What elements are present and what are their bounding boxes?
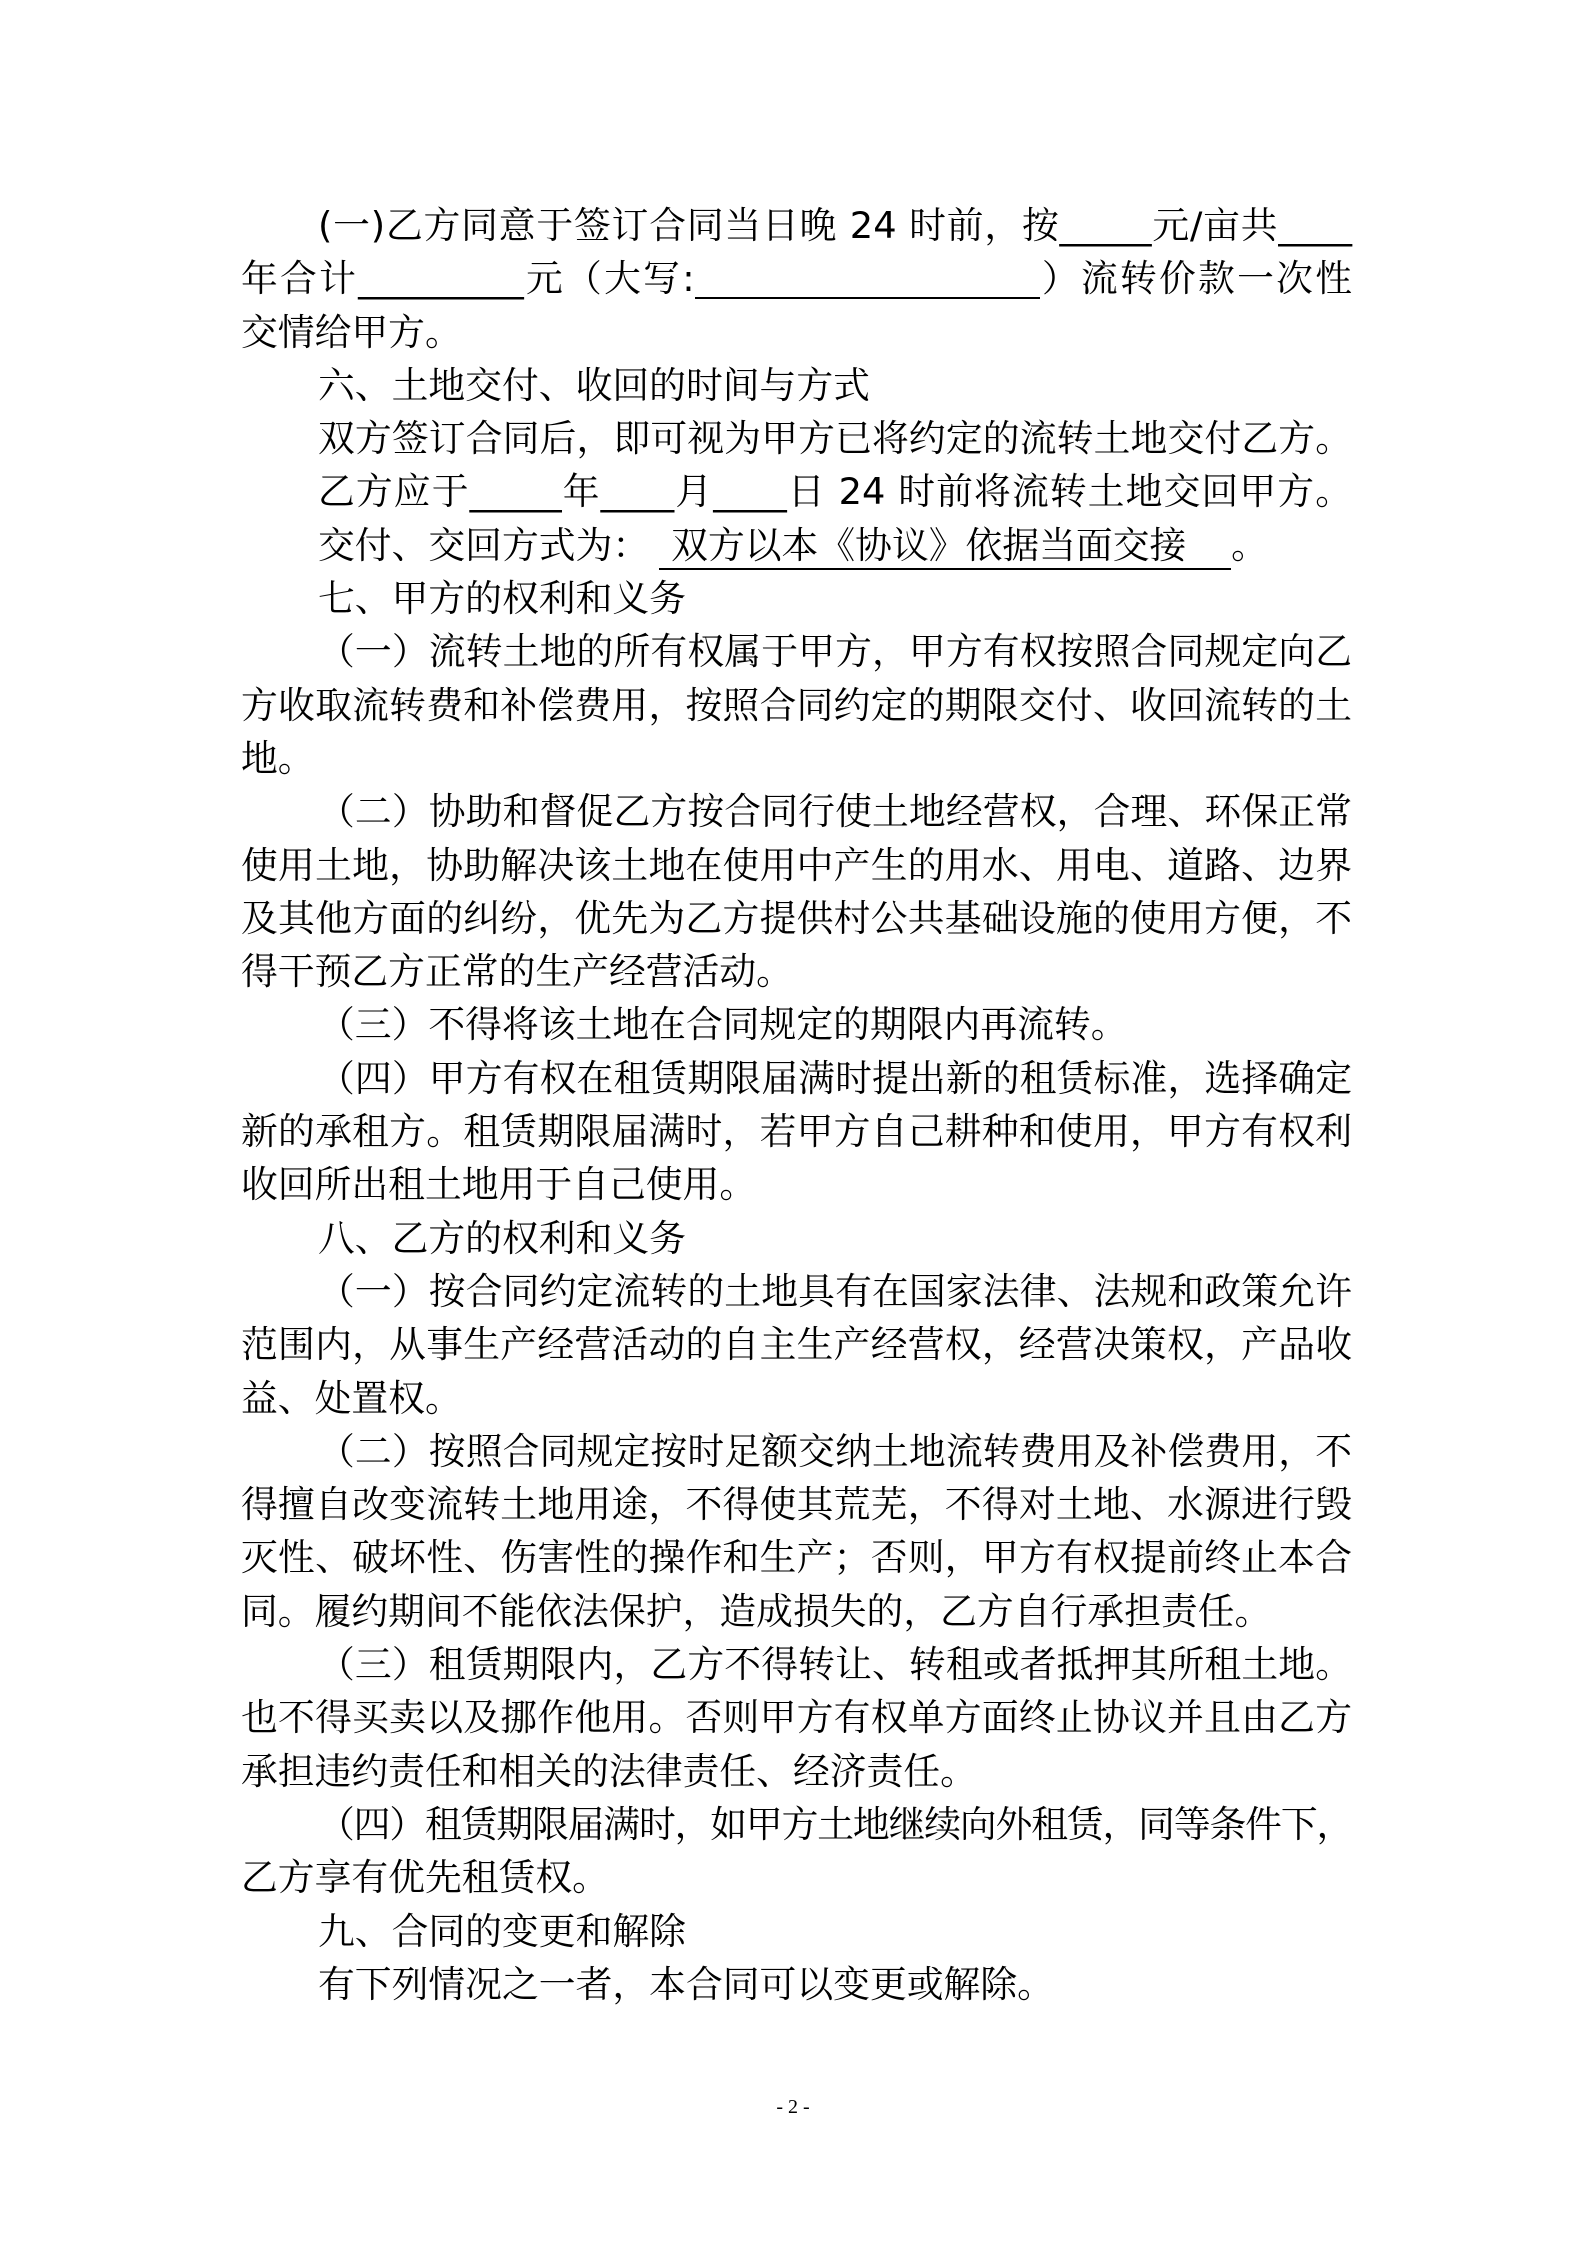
text-line: （一）流转土地的所有权属于甲方，甲方有权按照合同规定向乙	[318, 630, 1352, 674]
text-segment: 年合计_________元（大写:	[241, 257, 695, 301]
text-line: 承担违约责任和相关的法律责任、经济责任。	[241, 1749, 977, 1793]
section-heading: 九、合同的变更和解除	[318, 1909, 686, 1953]
text-line: 地。	[241, 736, 315, 780]
text-line: 方收取流转费和补偿费用，按照合同约定的期限交付、收回流转的土	[241, 683, 1352, 727]
text-line: （二）按照合同规定按时足额交纳土地流转费用及补偿费用，不	[318, 1429, 1352, 1473]
section-heading: 七、甲方的权利和义务	[318, 577, 686, 621]
text-line: 乙方享有优先租赁权。	[241, 1856, 609, 1900]
text-line: 益、处置权。	[241, 1376, 462, 1420]
text-line: 双方签订合同后，即可视为甲方已将约定的流转土地交付乙方。	[318, 417, 1352, 461]
blank-underline	[695, 267, 1040, 299]
text-line	[241, 252, 1352, 305]
text-line: 同。履约期间不能依法保护，造成损失的，乙方自行承担责任。	[241, 1589, 1272, 1633]
delivery-method-value: 双方以本《协议》依据当面交接	[671, 523, 1187, 567]
text-line: (一)乙方同意于签订合同当日晚 24 时前，按_____元/亩共____	[318, 204, 1352, 247]
text-segment: ）流转价款一次性	[1039, 257, 1352, 301]
text-line: 也不得买卖以及挪作他用。否则甲方有权单方面终止协议并且由乙方	[241, 1696, 1352, 1740]
text-line: （四）甲方有权在租赁期限届满时提出新的租赁标准，选择确定	[318, 1056, 1352, 1100]
text-line: 及其他方面的纠纷，优先为乙方提供村公共基础设施的使用方便，不	[241, 896, 1352, 940]
text-line: 范围内，从事生产经营活动的自主生产经营权，经营决策权，产品收	[241, 1323, 1352, 1367]
text-line: 灭性、破坏性、伤害性的操作和生产；否则，甲方有权提前终止本合	[241, 1536, 1352, 1580]
delivery-method-underline	[659, 524, 1231, 570]
document-body	[241, 199, 1352, 2011]
text-line: 得干预乙方正常的生产经营活动。	[241, 950, 793, 994]
text-line: 有下列情况之一者，本合同可以变更或解除。	[318, 1962, 1054, 2006]
delivery-method-label: 交付、交回方式为：	[318, 523, 650, 567]
text-line: （三）不得将该土地在合同规定的期限内再流转。	[318, 1003, 1128, 1047]
text-line: 交情给甲方。	[241, 310, 462, 354]
section-heading: 六、土地交付、收回的时间与方式	[318, 363, 870, 407]
section-heading: 八、乙方的权利和义务	[318, 1216, 686, 1260]
text-segment: 。	[1231, 523, 1268, 567]
text-line: 得擅自改变流转土地用途，不得使其荒芜，不得对土地、水源进行毁	[241, 1483, 1352, 1527]
delivery-method-line	[241, 519, 1352, 572]
text-line: （一）按合同约定流转的土地具有在国家法律、法规和政策允许	[318, 1269, 1352, 1313]
text-line: 乙方应于_____年____月____日 24 时前将流转土地交回甲方。	[318, 470, 1352, 514]
text-line: 使用土地，协助解决该土地在使用中产生的用水、用电、道路、边界	[241, 843, 1352, 887]
text-line: （三）租赁期限内，乙方不得转让、转租或者抵押其所租土地。	[318, 1643, 1352, 1687]
text-line: 新的承租方。租赁期限届满时，若甲方自己耕种和使用，甲方有权利	[241, 1110, 1352, 1154]
text-line: 收回所出租土地用于自己使用。	[241, 1163, 757, 1207]
page-number: - 2 -	[776, 2096, 810, 2118]
text-line: （四）租赁期限届满时，如甲方土地继续向外租赁，同等条件下，	[318, 1802, 1352, 1846]
text-line: （二）协助和督促乙方按合同行使土地经营权，合理、环保正常	[318, 790, 1352, 834]
